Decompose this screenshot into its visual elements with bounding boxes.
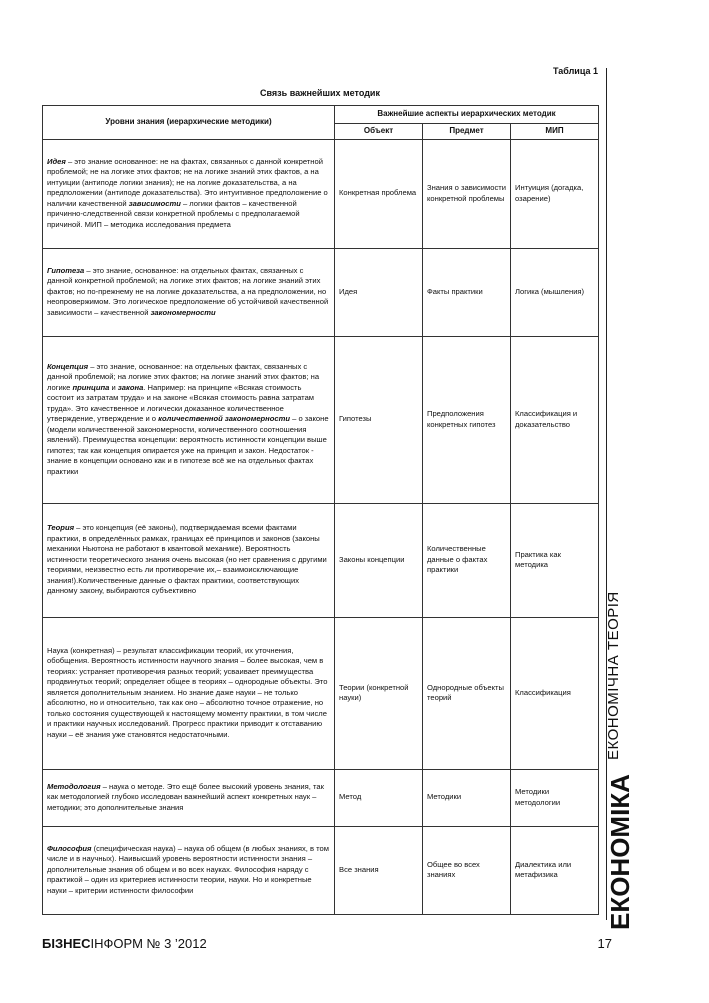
- object-cell: Конкретная проблема: [335, 139, 423, 248]
- level-description: Наука (конкретная) – результат классификации теорий, их уточнения, обобщения. Вероятность истинности научного знания – более высокая, чем в теориях: устраняет противоречия разных теорий; усваивает преимущества продвинутых теорий; определяет общее в теориях – однородные объекты. Это является дополнительным знанием. Но знание даже науки – не только абсолютно, но и относительно, так как оно – абсолютно точное отражение, но только состояния существующей к настоящему моменту практики, в том числе и практики научных исследований. Прогресс практики приводит к отставанию науки – её знания уже становятся недостаточными.: [43, 617, 335, 769]
- subject-cell: Общее во всех знаниях: [423, 826, 511, 914]
- level-term: Идея: [47, 156, 66, 166]
- subject-cell: Методики: [423, 769, 511, 826]
- journal-footer: [42, 936, 207, 951]
- emphasis-term: принципа: [72, 382, 110, 392]
- level-description: Философия (специфическая наука) – наука об общем (в любых знаниях, в том числе и в научных). Наивысший уровень вероятности истинности знания – дополнительные знания об общем и во всех науках. Философия наряду с практикой – один из критериев истинности теории, науки. Но и конкретные науки – критерии истинности философии: [43, 826, 335, 914]
- table-row: [43, 248, 599, 336]
- level-term: Методология: [47, 781, 101, 791]
- subject-cell: Предположения конкретных гипотез: [423, 336, 511, 503]
- journal-issue: ІНФОРМ № 3 ’2012: [90, 936, 207, 951]
- subject-cell: Знания о зависимости конкретной проблемы: [423, 139, 511, 248]
- header-object: Объект: [335, 124, 423, 140]
- mip-cell: Интуиция (догадка, озарение): [511, 139, 599, 248]
- subject-cell: Однородные объекты теорий: [423, 617, 511, 769]
- table-row: [43, 336, 599, 503]
- mip-cell: Методики методологии: [511, 769, 599, 826]
- level-term: Философия: [47, 843, 92, 853]
- object-cell: Теории (конкретной науки): [335, 617, 423, 769]
- header-subject: Предмет: [423, 124, 511, 140]
- object-cell: Метод: [335, 769, 423, 826]
- table-row: [43, 503, 599, 617]
- object-cell: Идея: [335, 248, 423, 336]
- table-row: [43, 826, 599, 914]
- table-title: Связь важнейших методик: [260, 88, 380, 98]
- level-term: Концепция: [47, 361, 89, 371]
- table-row: [43, 139, 599, 248]
- level-description: Концепция – это знание, основанное: на отдельных фактах, связанных с данной проблемой; на логике этих фактов; на логике знаний этих фактов; на логике принципа и закона. Например: на принципе «Всякая стоимость состоит из затратам труда» и на законе «Всякая стоимость равна затратам труда». Это качественное и логически доказанное количественное утверждение, утверждение и о количественной закономерности – о законе (модели количественной закономерности, количественного соотношения явлений). Преимущества концепции: вероятность истинности концепции выше гипотез; так как концепция опирается уже на принцип и закон. Недостаток - знание в концепции основано как и в гипотезе всё же на отдельных фактах практики: [43, 336, 335, 503]
- emphasis-term: количественной закономерности: [158, 414, 291, 424]
- object-cell: Гипотезы: [335, 336, 423, 503]
- object-cell: Все знания: [335, 826, 423, 914]
- mip-cell: Практика как методика: [511, 503, 599, 617]
- methods-table: [42, 105, 599, 915]
- header-aspects: Важнейшие аспекты иерархических методик: [335, 106, 599, 124]
- mip-cell: Классификация и доказательство: [511, 336, 599, 503]
- section-category-label: ЕКОНОМІЧНА ТЕОРІЯ: [605, 591, 622, 760]
- level-term: Гипотеза: [47, 265, 85, 275]
- emphasis-term: зависимости: [128, 198, 181, 208]
- mip-cell: Логика (мышления): [511, 248, 599, 336]
- object-cell: Законы концепции: [335, 503, 423, 617]
- mip-cell: Классификация: [511, 617, 599, 769]
- table-row: [43, 769, 599, 826]
- level-term: Теория: [47, 523, 75, 533]
- subject-cell: Факты практики: [423, 248, 511, 336]
- header-levels: Уровни знания (иерархические методики): [43, 106, 335, 140]
- journal-name-bold: БІЗНЕС: [42, 936, 91, 951]
- emphasis-term: закономерности: [150, 307, 216, 317]
- table-row: [43, 617, 599, 769]
- emphasis-term: закона: [117, 382, 144, 392]
- table-number-label: Таблица 1: [552, 66, 598, 76]
- level-description: Идея – это знание основанное: не на фактах, связанных с данной конкретной проблемой; не на логике этих фактов; не на логике знаний этих фактов, а на интуиции (антиподе логики знания); не на логике доказательства, а на предположении (антиподе доказательства). Это интуитивное предположение о наличии качественной зависимости – логики фактов – качественной причинно-следственной связи конкретной проблемы с предполагаемой причиной. МИП – методика исследования предмета: [43, 139, 335, 248]
- journal-section-brand: ЕКОНОМІКА: [605, 774, 635, 930]
- header-mip: МИП: [511, 124, 599, 140]
- level-description: Гипотеза – это знание, основанное: на отдельных фактах, связанных с данной конкретной проблемой; на логике этих фактов; на логике знаний этих фактов; но по-прежнему не на логике доказательства, а на предположении, но неопровержимом. Это логическое предположение об устойчивой качественной зависимости – качественной закономерности: [43, 248, 335, 336]
- level-description: Теория – это концепция (её законы), подтверждаемая всеми фактами практики, в определённых рамках, границах её принципов и законов (законы механики Ньютона не работают в квантовой механике). Вероятность истинности теоретического знания очень высокая (но нет сравнения с другими теориями, неизвестно есть ли противоречие их,– взаимоисключающие знания!).Количественные данные о фактах практики, соответствующих данному закону, выбираются субъективно: [43, 503, 335, 617]
- subject-cell: Количественные данные о фактах практики: [423, 503, 511, 617]
- mip-cell: Диалектика или метафизика: [511, 826, 599, 914]
- page-number: 17: [597, 936, 612, 951]
- level-description: Методология – наука о методе. Это ещё более высокий уровень знания, так как методологией глубоко исследован важнейший аспект конкретных наук – методики; это дополнительные знания: [43, 769, 335, 826]
